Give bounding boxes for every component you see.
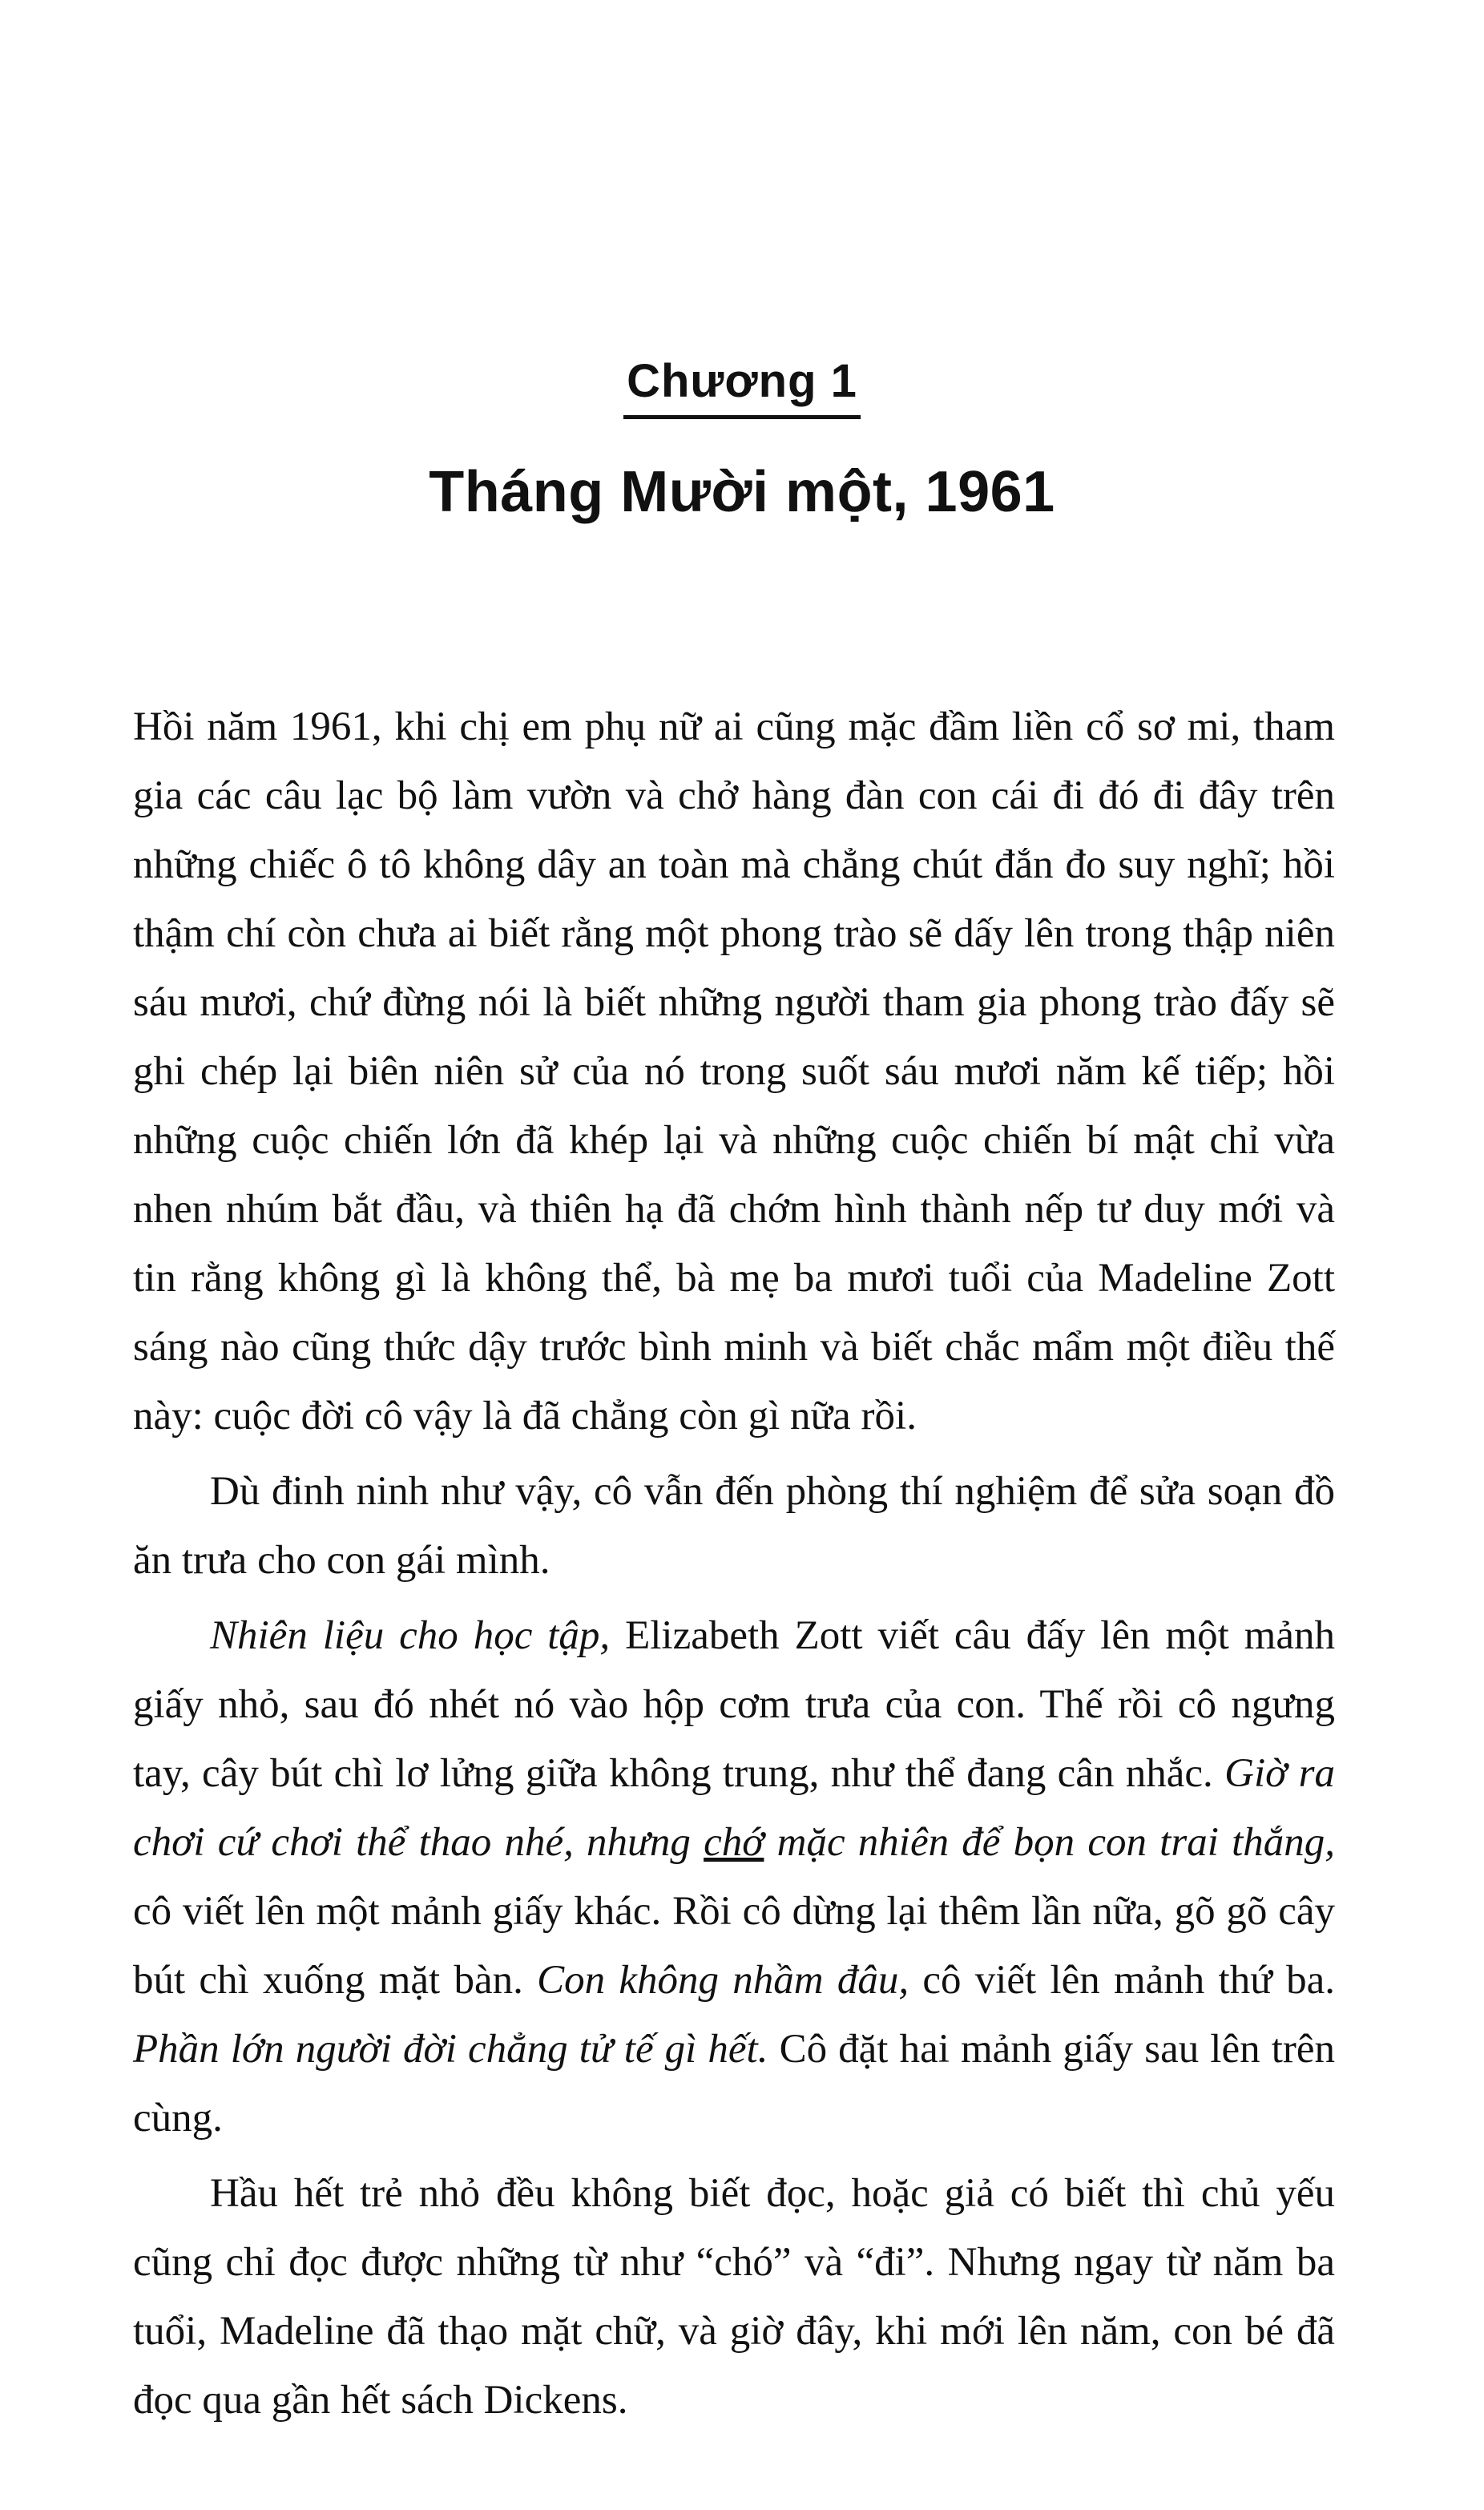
- note-recess-part-2: mặc nhiên để bọn con trai thắng,: [764, 1820, 1335, 1865]
- paragraph-3-text-3: cô viết lên mảnh thứ ba.: [909, 1958, 1335, 2003]
- note-you-are-not-wrong: Con không nhầm đâu,: [537, 1958, 909, 2003]
- chapter-heading: [0, 353, 1484, 528]
- note-most-people: Phần lớn người đời chẳng tử tế gì hết.: [133, 2027, 768, 2072]
- paragraph-3-text-2: cô viết lên một mảnh giấy khác. Rồi cô dừng lại thêm lần nữa, gõ gõ cây bút chì xuống mặt bàn.: [133, 1889, 1335, 2003]
- paragraph-4: Hầu hết trẻ nhỏ đều không biết đọc, hoặc giả có biết thì chủ yếu cũng chỉ đọc được những từ như “chó” và “đi”. Nhưng ngay từ năm ba tuổi, Madeline đã thạo mặt chữ, và giờ đây, khi mới lên năm, con bé đã đọc qua gần hết sách Dickens.: [133, 2171, 1335, 2423]
- paragraph-2: Dù đinh ninh như vậy, cô vẫn đến phòng thí nghiệm để sửa soạn đồ ăn trưa cho con gái mình.: [133, 1469, 1335, 1583]
- paragraph-3: [133, 1601, 1335, 2153]
- paragraph-3-text-1: Elizabeth Zott viết câu đấy lên một mảnh giấy nhỏ, sau đó nhét nó vào hộp cơm trưa của con. Thế rồi cô ngưng tay, cây bút chì lơ lửng giữa không trung, như thể đang cân nhắc.: [133, 1613, 1335, 1796]
- paragraph-1: Hồi năm 1961, khi chị em phụ nữ ai cũng mặc đầm liền cổ sơ mi, tham gia các câu lạc bộ làm vườn và chở hàng đàn con cái đi đó đi đây trên những chiếc ô tô không dây an toàn mà chẳng chút đắn đo suy nghĩ; hồi thậm chí còn chưa ai biết rằng một phong trào sẽ dấy lên trong thập niên sáu mươi, chứ đừng nói là biết những người tham gia phong trào đấy sẽ ghi chép lại biên niên sử của nó trong suốt sáu mươi năm kế tiếp; hồi những cuộc chiến lớn đã khép lại và những cuộc chiến bí mật chỉ vừa nhen nhúm bắt đầu, và thiên hạ đã chớm hình thành nếp tư duy mới và tin rằng không gì là không thể, bà mẹ ba mươi tuổi của Madeline Zott sáng nào cũng thức dậy trước bình minh và biết chắc mẩm một điều thế này: cuộc đời cô vậy là đã chẳng còn gì nữa rồi.: [133, 704, 1335, 1439]
- chapter-body: [133, 692, 1335, 2441]
- paragraph-3-text-4: Cô đặt hai mảnh giấy sau lên trên cùng.: [133, 2027, 1335, 2141]
- note-fuel-for-learning: Nhiên liệu cho học tập,: [210, 1613, 611, 1658]
- note-recess-emphasis: chớ: [704, 1820, 764, 1865]
- chapter-label: Chương 1: [623, 353, 861, 419]
- note-recess-part-1: Giờ ra chơi cứ chơi thể thao nhé, nhưng: [133, 1751, 1335, 1865]
- chapter-title: Tháng Mười một, 1961: [429, 460, 1055, 524]
